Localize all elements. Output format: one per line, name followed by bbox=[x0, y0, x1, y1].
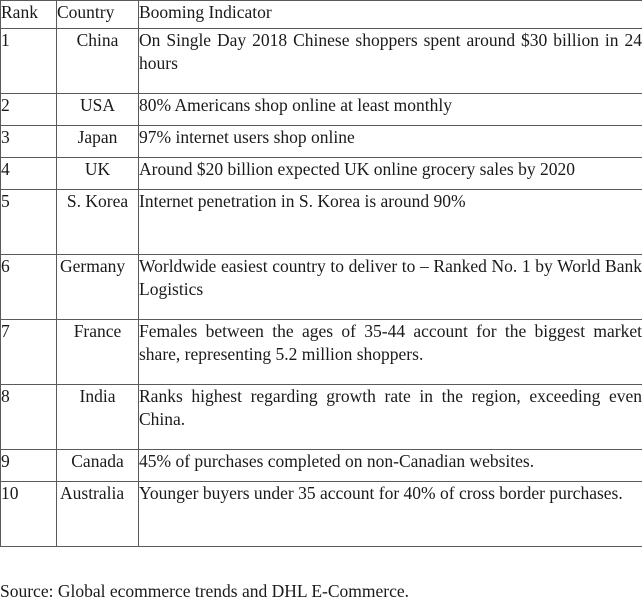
rank-cell: 8 bbox=[1, 385, 57, 450]
indicator-cell: Ranks highest regarding growth rate in the region, exceeding even China. bbox=[139, 385, 642, 450]
country-cell: Canada bbox=[57, 450, 139, 482]
country-cell: India bbox=[57, 385, 139, 450]
country-cell: USA bbox=[57, 94, 139, 126]
table-row bbox=[1, 450, 642, 482]
indicator-cell: Internet penetration in S. Korea is around 90% bbox=[139, 190, 642, 255]
country-cell: China bbox=[57, 29, 139, 94]
indicator-cell: 97% internet users shop online bbox=[139, 126, 642, 158]
rank-cell: 1 bbox=[1, 29, 57, 94]
country-cell: France bbox=[57, 320, 139, 385]
rank-cell: 4 bbox=[1, 158, 57, 190]
country-cell: Australia bbox=[57, 482, 139, 547]
table-row bbox=[1, 190, 642, 255]
indicator-cell: On Single Day 2018 Chinese shoppers spent around $30 billion in 24 hours bbox=[139, 29, 642, 94]
rank-cell: 5 bbox=[1, 190, 57, 255]
column-header-country: Country bbox=[57, 1, 139, 29]
country-cell: S. Korea bbox=[57, 190, 139, 255]
indicator-cell: Younger buyers under 35 account for 40% of cross border purchases. bbox=[139, 482, 642, 547]
table-row bbox=[1, 94, 642, 126]
country-cell: UK bbox=[57, 158, 139, 190]
indicator-cell: 45% of purchases completed on non-Canadian websites. bbox=[139, 450, 642, 482]
indicator-cell: Around $20 billion expected UK online grocery sales by 2020 bbox=[139, 158, 642, 190]
table-header-row bbox=[1, 1, 642, 29]
column-header-indicator: Booming Indicator bbox=[139, 1, 642, 29]
column-header-rank: Rank bbox=[1, 1, 57, 29]
table-row bbox=[1, 29, 642, 94]
rank-cell: 6 bbox=[1, 255, 57, 320]
country-cell: Japan bbox=[57, 126, 139, 158]
table-row bbox=[1, 482, 642, 547]
table-row bbox=[1, 126, 642, 158]
rank-cell: 3 bbox=[1, 126, 57, 158]
table-row bbox=[1, 320, 642, 385]
table-row bbox=[1, 158, 642, 190]
table-row bbox=[1, 255, 642, 320]
country-cell: Germany bbox=[57, 255, 139, 320]
indicator-cell: 80% Americans shop online at least monthly bbox=[139, 94, 642, 126]
indicator-cell: Worldwide easiest country to deliver to – Ranked No. 1 by World Bank Logistics bbox=[139, 255, 642, 320]
table-row bbox=[1, 385, 642, 450]
rank-cell: 10 bbox=[1, 482, 57, 547]
rank-cell: 2 bbox=[1, 94, 57, 126]
rank-cell: 9 bbox=[1, 450, 57, 482]
rank-cell: 7 bbox=[1, 320, 57, 385]
indicator-cell: Females between the ages of 35-44 account for the biggest market share, representing 5.2 million shoppers. bbox=[139, 320, 642, 385]
source-note: Source: Global ecommerce trends and DHL E-Commerce. bbox=[0, 580, 409, 602]
